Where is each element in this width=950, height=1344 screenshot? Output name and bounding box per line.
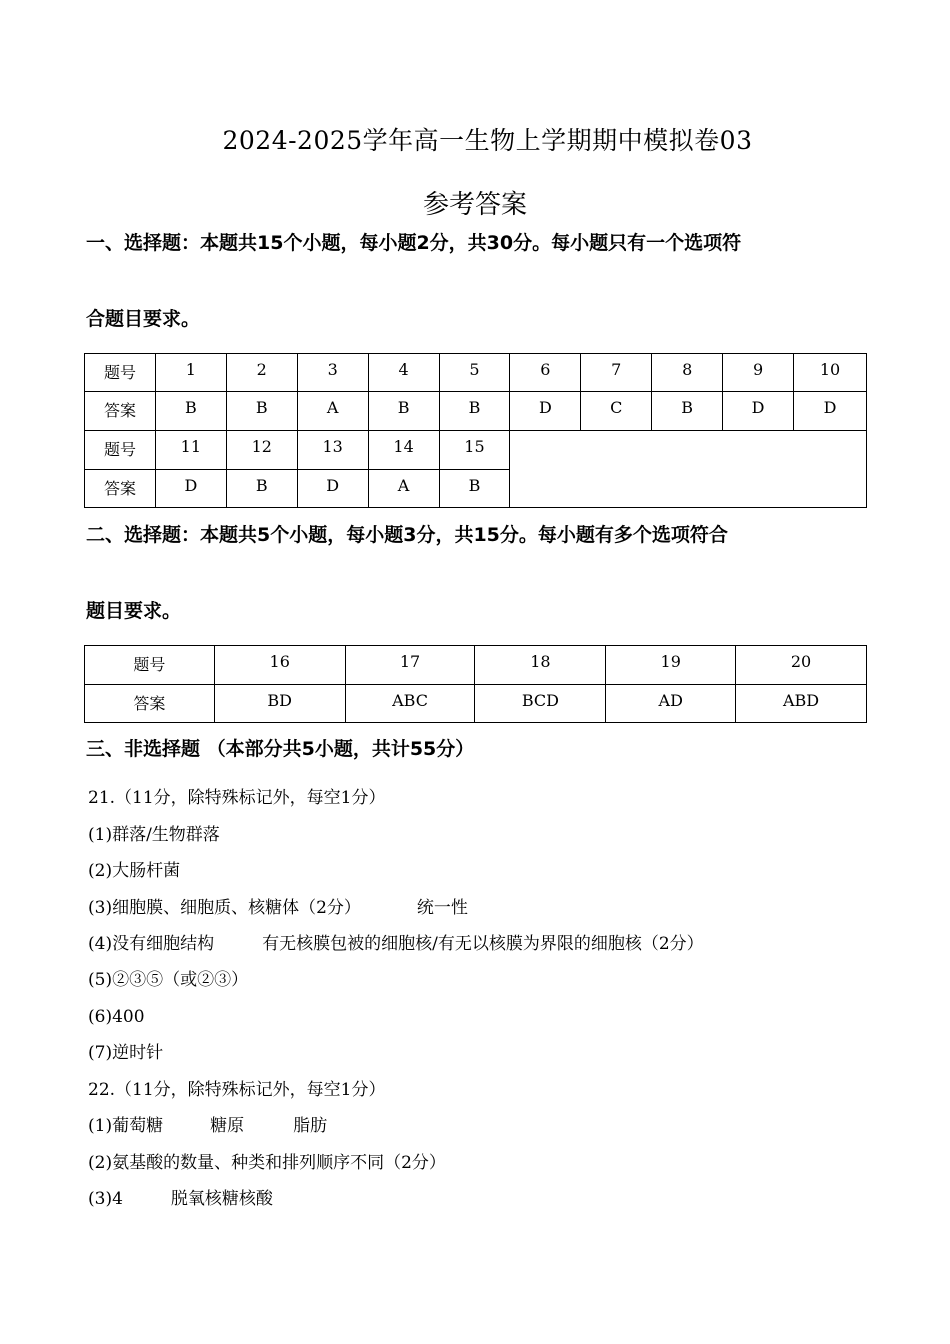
table-cell: B bbox=[226, 470, 297, 508]
table-cell: B bbox=[368, 392, 439, 431]
q22-answer-3b: 脱氧核糖核酸 bbox=[170, 1189, 273, 1209]
q21-answer-6: (6)400 bbox=[88, 1007, 145, 1027]
q21-answer-4b: 有无核膜包被的细胞核/有无以核膜为界限的细胞核（2分） bbox=[262, 934, 704, 954]
table-cell: AD bbox=[606, 685, 736, 723]
row-label: 题号 bbox=[85, 431, 156, 470]
section-1-heading bbox=[86, 229, 876, 333]
table-cell: B bbox=[439, 392, 510, 431]
table-cell: A bbox=[368, 470, 439, 508]
section-2-answer-table bbox=[84, 645, 867, 723]
row-label: 答案 bbox=[85, 470, 156, 508]
table-cell: 15 bbox=[439, 431, 510, 470]
q22-answer-1a: (1)葡萄糖 bbox=[88, 1116, 164, 1136]
table-cell: 17 bbox=[345, 646, 475, 685]
q22-answer-3 bbox=[88, 1188, 273, 1210]
table-cell: B bbox=[652, 392, 723, 431]
table-cell: D bbox=[155, 470, 226, 508]
q22-answer-1b: 糖原 bbox=[210, 1116, 245, 1136]
section-1-heading-line2: 合题目要求。 bbox=[86, 308, 201, 330]
table-cell: 16 bbox=[214, 646, 345, 685]
table-cell: 6 bbox=[510, 354, 581, 392]
section-1-answer-table bbox=[84, 353, 867, 508]
q21-answer-1: (1)群落/生物群落 bbox=[88, 825, 220, 845]
table-cell: 19 bbox=[606, 646, 736, 685]
q22-answer-1c: 脂肪 bbox=[293, 1116, 328, 1136]
empty-merged-cell bbox=[510, 431, 867, 508]
q22-answer-2: (2)氨基酸的数量、种类和排列顺序不同（2分） bbox=[88, 1153, 446, 1173]
table-cell: B bbox=[226, 392, 297, 431]
q21-answer-2: (2)大肠杆菌 bbox=[88, 861, 181, 881]
table-cell: B bbox=[155, 392, 226, 431]
table-cell: BCD bbox=[475, 685, 606, 723]
section-3-heading: 三、非选择题 （本部分共5小题，共计55分） bbox=[86, 738, 475, 760]
table-cell: 1 bbox=[155, 354, 226, 392]
table-cell: 4 bbox=[368, 354, 439, 392]
section-2-heading bbox=[86, 521, 876, 625]
q21-answer-3a: (3)细胞膜、细胞质、核糖体（2分） bbox=[88, 898, 361, 918]
table-cell: 18 bbox=[475, 646, 606, 685]
table-cell: D bbox=[723, 392, 794, 431]
row-label: 答案 bbox=[85, 392, 156, 431]
document-subtitle: 参考答案 bbox=[422, 190, 527, 220]
section-2-heading-line2: 题目要求。 bbox=[86, 600, 182, 622]
q22-answer-3a: (3)4 bbox=[88, 1189, 123, 1209]
row-label: 题号 bbox=[85, 646, 215, 685]
q21-answer-3b: 统一性 bbox=[416, 898, 468, 918]
table-row bbox=[85, 685, 867, 723]
table-cell: 14 bbox=[368, 431, 439, 470]
row-label: 题号 bbox=[85, 354, 156, 392]
q21-header: 21.（11分，除特殊标记外，每空1分） bbox=[88, 788, 386, 808]
q22-answer-1 bbox=[88, 1115, 327, 1137]
q21-answer-7: (7)逆时针 bbox=[88, 1043, 164, 1063]
table-cell: 2 bbox=[226, 354, 297, 392]
q21-answer-4 bbox=[88, 933, 704, 955]
table-cell: B bbox=[439, 470, 510, 508]
section-1-heading-line1: 一、选择题：本题共15个小题，每小题2分，共30分。每小题只有一个选项符 bbox=[86, 232, 742, 254]
table-cell: D bbox=[297, 470, 368, 508]
table-cell: 3 bbox=[297, 354, 368, 392]
table-cell: 11 bbox=[155, 431, 226, 470]
table-cell: 5 bbox=[439, 354, 510, 392]
table-cell: 20 bbox=[736, 646, 867, 685]
table-row bbox=[85, 354, 867, 392]
table-cell: 10 bbox=[794, 354, 867, 392]
table-cell: ABD bbox=[736, 685, 867, 723]
table-cell: 8 bbox=[652, 354, 723, 392]
document-title: 2024-2025学年高一生物上学期期中模拟卷03 bbox=[222, 126, 753, 155]
table-cell: 13 bbox=[297, 431, 368, 470]
table-cell: C bbox=[581, 392, 652, 431]
table-cell: 12 bbox=[226, 431, 297, 470]
table-cell: BD bbox=[214, 685, 345, 723]
table-cell: ABC bbox=[345, 685, 475, 723]
table-row bbox=[85, 392, 867, 431]
row-label: 答案 bbox=[85, 685, 215, 723]
table-cell: D bbox=[794, 392, 867, 431]
section-2-heading-line1: 二、选择题：本题共5个小题，每小题3分，共15分。每小题有多个选项符合 bbox=[86, 524, 728, 546]
table-row bbox=[85, 646, 867, 685]
table-cell: 9 bbox=[723, 354, 794, 392]
q21-answer-4a: (4)没有细胞结构 bbox=[88, 934, 215, 954]
table-cell: D bbox=[510, 392, 581, 431]
q21-answer-5: (5)②③⑤（或②③） bbox=[88, 970, 249, 990]
table-cell: 7 bbox=[581, 354, 652, 392]
q21-answer-3 bbox=[88, 897, 468, 919]
table-row bbox=[85, 431, 867, 470]
q22-header: 22.（11分，除特殊标记外，每空1分） bbox=[88, 1080, 386, 1100]
table-cell: A bbox=[297, 392, 368, 431]
